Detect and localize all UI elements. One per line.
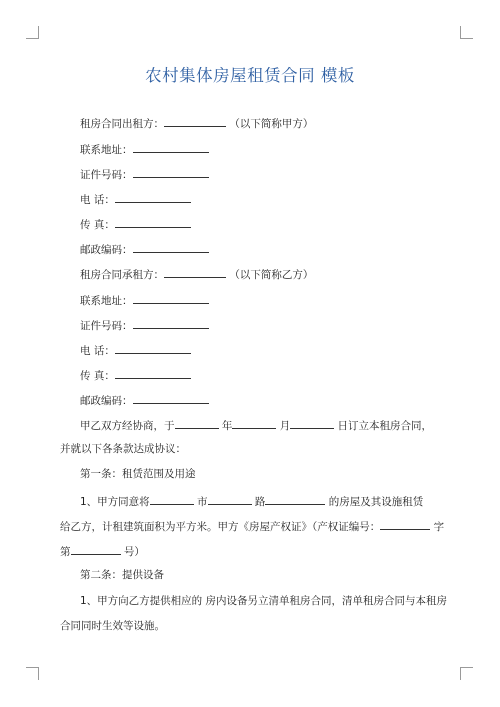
article2-heading: 第二条：提供设备 xyxy=(80,569,164,581)
article2-p1: 1、甲方向乙方提供相应的 房内设备另立清单租房合同，清单租房合同与本租房 xyxy=(80,595,448,607)
address-blank xyxy=(133,141,209,153)
year-blank xyxy=(175,417,219,429)
article1-p2-text: 给乙方，计租建筑面积为平方米。甲方《房屋产权证》（产权证编号： xyxy=(60,521,381,533)
lessor-label: 租房合同出租方： xyxy=(80,118,164,130)
crop-mark-top-left xyxy=(26,26,39,39)
crop-mark-bottom-right xyxy=(460,667,473,680)
article1-p1-end: 的房屋及其设施租赁 xyxy=(328,496,424,508)
crop-mark-top-right xyxy=(460,26,473,39)
phone-label: 电 话： xyxy=(80,194,115,206)
crop-mark-bottom-left xyxy=(26,667,39,680)
address-label: 联系地址： xyxy=(80,144,133,156)
preamble-line xyxy=(80,417,432,433)
day-blank xyxy=(290,417,334,429)
lessee-phone-line xyxy=(80,342,191,358)
fax-blank xyxy=(115,216,191,228)
lessor-postcode-line xyxy=(80,241,209,257)
id-number-label: 证件号码： xyxy=(80,320,133,332)
article1-p3-end: 号） xyxy=(123,546,145,558)
id-number-label: 证件号码： xyxy=(80,169,133,181)
lessor-note: （以下简称甲方） xyxy=(229,118,314,130)
road-label: 路 xyxy=(254,496,266,508)
phone-blank xyxy=(115,342,191,354)
lessee-postcode-line xyxy=(80,392,209,408)
certificate-number-blank xyxy=(380,518,430,530)
preamble-part1: 甲乙双方经协商，于 xyxy=(80,420,175,432)
id-number-blank xyxy=(133,166,209,178)
lessor-phone-line xyxy=(80,191,191,207)
preamble-part2: 日订立本租房合同， xyxy=(337,420,433,432)
article1-p1 xyxy=(80,493,423,509)
postcode-label: 邮政编码： xyxy=(80,395,133,407)
lessor-address-line xyxy=(80,141,209,157)
road-name-blank xyxy=(208,493,252,505)
month-label: 月 xyxy=(279,420,291,432)
certificate-word-label: 字 xyxy=(433,521,445,533)
article2-p2: 合同同时生效等设施。 xyxy=(60,620,165,632)
preamble-line-2: 并就以下各条款达成协议： xyxy=(60,443,186,455)
lessee-blank xyxy=(164,266,226,278)
month-blank xyxy=(232,417,276,429)
lessor-id-line xyxy=(80,166,209,182)
lessor-line xyxy=(80,115,313,131)
fax-blank xyxy=(115,367,191,379)
lessor-blank xyxy=(164,115,226,127)
fax-label: 传 真： xyxy=(80,370,115,382)
lessor-fax-line xyxy=(80,216,191,232)
lessee-note: （以下简称乙方） xyxy=(229,269,314,281)
city-label: 市 xyxy=(197,496,208,508)
article1-p2 xyxy=(60,518,444,534)
city-blank xyxy=(150,493,194,505)
phone-blank xyxy=(115,191,191,203)
postcode-blank xyxy=(133,241,209,253)
article1-heading: 第一条：租赁范围及用途 xyxy=(80,468,196,480)
lessee-id-line xyxy=(80,317,209,333)
lessee-label: 租房合同承租方： xyxy=(80,269,164,281)
house-number-blank xyxy=(265,493,325,505)
lessee-fax-line xyxy=(80,367,191,383)
address-label: 联系地址： xyxy=(80,295,133,307)
postcode-blank xyxy=(133,392,209,404)
lessee-address-line xyxy=(80,292,209,308)
article1-p3 xyxy=(60,543,145,559)
address-blank xyxy=(133,292,209,304)
postcode-label: 邮政编码： xyxy=(80,244,133,256)
fax-label: 传 真： xyxy=(80,219,115,231)
year-label: 年 xyxy=(221,420,233,432)
id-number-blank xyxy=(133,317,209,329)
document-title: 农村集体房屋租赁合同 模板 xyxy=(145,66,355,85)
certificate-serial-blank xyxy=(71,543,121,555)
article1-p3-start: 第 xyxy=(60,546,71,558)
lessee-line xyxy=(80,266,313,282)
phone-label: 电 话： xyxy=(80,345,115,357)
article1-p1-start: 1、甲方同意将 xyxy=(80,496,150,508)
